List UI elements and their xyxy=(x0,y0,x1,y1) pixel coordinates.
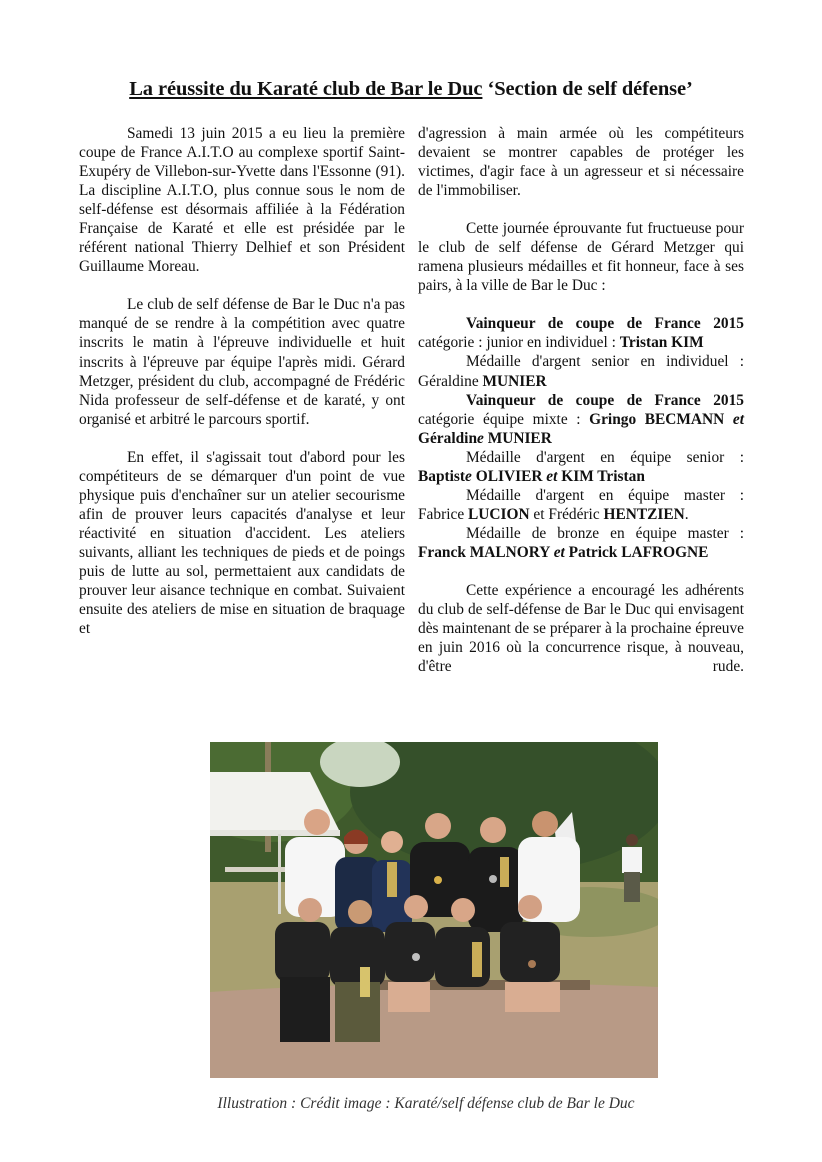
person-black-shirt xyxy=(275,922,330,982)
winner-2-last: HENTZIEN xyxy=(603,505,685,523)
paragraph-club: Le club de self défense de Bar le Duc n'a pas manqué de se rendre à la compétition avec quatre inscrits le matin à l'épreuve individuelle et huit inscrits à l'épreuve par équipe l'après midi. Gérard Metzger, président du club, accompagné de Frédéric Nida professeur de self-défense et de karaté, y ont organisé et arbitré le parcours sportif. xyxy=(79,296,405,428)
tent-pole xyxy=(278,834,281,914)
head xyxy=(304,809,330,835)
award-winner-1: Gringo BECMANN xyxy=(589,410,725,428)
paragraph-intro: Samedi 13 juin 2015 a eu lieu la première coupe de France A.I.T.O au complexe sportif Saint-Exupéry de Villebon-sur-Yvette dans l'Essonne (91). La discipline A.I.T.O, plus connue sous le nom de self-défense est désormais affiliée à la Fédération Française de Karaté et elle est présidée par le référent national Thierry Delhief et son Président Guillaume Moreau. xyxy=(79,125,405,276)
award-headline: Médaille de bronze en équipe master : xyxy=(466,524,744,542)
camo-pants xyxy=(335,982,380,1042)
conjunction: et xyxy=(724,410,744,428)
silver-medal xyxy=(412,953,420,961)
winner-and: et Frédéric xyxy=(529,505,604,523)
award-senior-team-silver xyxy=(418,448,744,486)
winner-end: . xyxy=(684,505,689,523)
head xyxy=(480,817,506,843)
award-headline: Médaille d'argent senior en individuel : xyxy=(466,353,744,371)
group-photo-illustration xyxy=(210,742,658,1078)
award-category: catégorie équipe mixte : xyxy=(418,410,590,428)
article-title xyxy=(0,78,822,101)
bystander-head xyxy=(626,834,638,846)
award-junior-individual xyxy=(418,314,744,352)
gold-medal xyxy=(434,876,442,884)
trophy xyxy=(472,942,482,977)
head xyxy=(425,813,451,839)
winner-2-part: Géraldin xyxy=(418,429,477,447)
left-column xyxy=(79,124,405,657)
winner-1-italic: e xyxy=(465,467,472,485)
award-winner-2: KIM Tristan xyxy=(557,467,645,485)
winner-1-last: OLIVIER xyxy=(471,467,547,485)
legs xyxy=(505,982,560,1012)
award-category: catégorie : junior en individuel : xyxy=(418,334,620,352)
bronze-medal xyxy=(528,960,536,968)
winner-1-first: Fabrice xyxy=(418,505,468,523)
legs xyxy=(388,982,430,1012)
path xyxy=(210,983,658,1078)
winner-1-last: LUCION xyxy=(468,505,530,523)
conjunction: et xyxy=(546,467,558,485)
head xyxy=(404,895,428,919)
head xyxy=(532,811,558,837)
trophy xyxy=(500,857,509,887)
award-senior-individual-silver xyxy=(418,352,744,390)
head xyxy=(298,898,322,922)
award-master-team-bronze xyxy=(418,524,744,562)
award-master-team-silver xyxy=(418,486,744,524)
award-headline: Vainqueur de coupe de France 2015 xyxy=(466,391,744,409)
image-caption: Illustration : Crédit image : Karaté/self défense club de Bar le Duc xyxy=(217,1095,635,1112)
head xyxy=(451,898,475,922)
paragraph-workshops: En effet, il s'agissait tout d'abord pour les compétiteurs de se démarquer d'un point de vue physique puis d'enchaîner sur un atelier secourisme afin de prouver leurs capacités d'analyse et leur réactivité en situation d'accident. Les ateliers suivants, alliant les techniques de pieds et de poings puis de lutte au sol, permettaient aux candidats de prouver leur aisance technique en combat. Suivaient ensuite des ateliers de mise en situation de braquage et xyxy=(79,448,405,638)
trophy xyxy=(360,967,370,997)
silver-medal xyxy=(489,875,497,883)
award-winner-1: Franck MALNORY xyxy=(418,543,554,561)
award-winner-2 xyxy=(418,430,552,447)
right-column xyxy=(418,124,744,695)
paragraph-continuation: d'agression à main armée où les compétiteurs devaient se montrer capables de protéger les victimes, d'agir face à un agresseur et si nécessaire de l'immobiliser. xyxy=(418,125,744,200)
group-photo xyxy=(210,742,658,1078)
head xyxy=(348,900,372,924)
award-headline: Médaille d'argent en équipe senior : xyxy=(466,448,744,466)
award-winner: Tristan KIM xyxy=(619,334,704,352)
winner-first-name: Géraldine xyxy=(418,372,483,390)
winner-2-italic: e xyxy=(477,429,484,447)
award-headline: Médaille d'argent en équipe master : xyxy=(466,486,744,504)
award-mixed-team xyxy=(418,391,744,448)
award-winner-2: Patrick LAFROGNE xyxy=(564,543,709,561)
winner-last-name: MUNIER xyxy=(482,372,547,390)
person-black-shirt xyxy=(330,927,385,987)
bystander-shirt xyxy=(622,847,642,873)
person-black-shirt xyxy=(500,922,560,982)
trophy xyxy=(387,862,397,897)
pants xyxy=(280,977,330,1042)
title-section: ‘Section de self défense’ xyxy=(487,78,693,100)
award-winner-1 xyxy=(418,468,546,485)
winner-1-part: Baptist xyxy=(418,467,466,485)
head xyxy=(518,895,542,919)
bystander-pants xyxy=(624,872,640,902)
award-headline: Vainqueur de coupe de France 2015 xyxy=(466,315,744,333)
person-black-shirt xyxy=(385,922,435,982)
person-black-shirt xyxy=(468,847,523,932)
conjunction: et xyxy=(553,543,565,561)
winner-2-last: MUNIER xyxy=(483,429,552,447)
paragraph-results-intro: Cette journée éprouvante fut fructueuse pour le club de self défense de Gérard Metzger qui ramena plusieurs médailles et fit honneur, face à ses pairs, à la ville de Bar le Duc : xyxy=(418,220,744,295)
title-main: La réussite du Karaté club de Bar le Duc xyxy=(129,78,483,100)
table xyxy=(225,867,285,872)
head xyxy=(381,831,403,853)
paragraph-conclusion: Cette expérience a encouragé les adhérents du club de self-défense de Bar le Duc qui envisagent dès maintenant de se préparer à la prochaine épreuve en juin 2016 où la concurrence risque, à nouveau, d'être rude. xyxy=(418,581,744,676)
